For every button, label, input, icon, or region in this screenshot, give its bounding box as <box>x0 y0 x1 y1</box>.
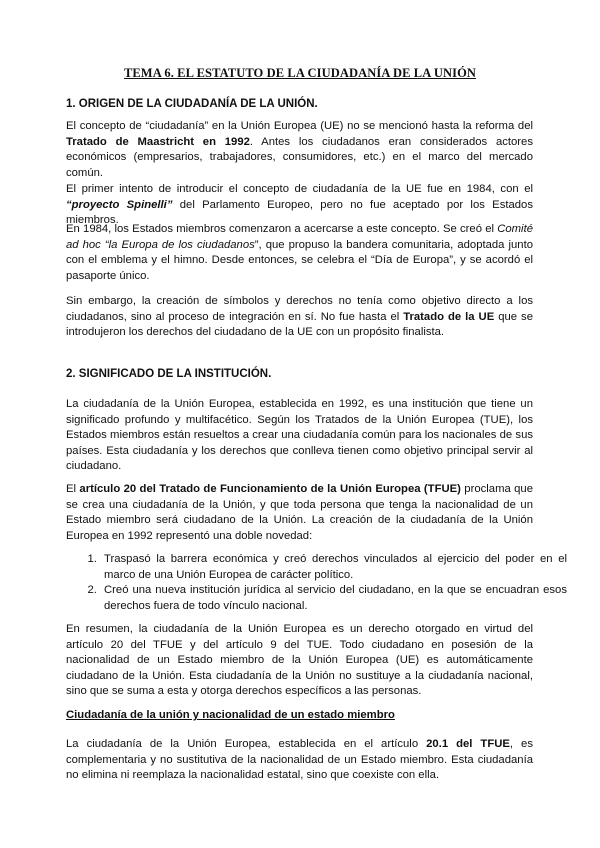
text: proclama que se crea una ciudadanía de la Unión, y que toda persona que tenga la nacionalidad de un Estado miembro será ciudadano de la Unión. La creación de la ciudadanía de la Unión Europea en 1992 representó una doble novedad: <box>66 483 533 542</box>
italic-text: Comité ad hoc “la Europa de los ciudadanos <box>66 223 533 251</box>
text: ”, que propuso la bandera comunitaria, adoptada junto con el emblema y el himno. Desde entonces, se celebra el “Día de Europa”, y se acordó el pasaporte único. <box>66 238 533 282</box>
bold-text: artículo 20 del Tratado de Funcionamiento de la Unión Europea (TFUE) <box>79 483 461 495</box>
paragraph <box>66 222 533 284</box>
bold-text: Tratado de Maastricht en 1992 <box>66 135 250 148</box>
paragraph <box>66 294 533 341</box>
bold-text: 20.1 del TFUE <box>426 738 510 750</box>
paragraph <box>66 482 533 544</box>
text: El <box>66 483 80 495</box>
text: El concepto de “ciudadanía” en la Unión Europea (UE) no se mencionó hasta la reforma del <box>66 120 533 132</box>
text: Sin embargo, la creación de símbolos y derechos no tenía como objetivo directo a los ciudadanos, sino al proceso de integración en sí. No fue hasta el <box>66 295 533 323</box>
list-item: 1. Traspasó la barrera económica y creó derechos vinculados al ejercicio del poder en el marco de una Unión Europea de carácter político. <box>100 552 567 583</box>
text: La ciudadanía de la Unión Europea, establecida en el artículo <box>66 738 427 750</box>
text: del Parlamento Europeo, pero no fue aceptado por los Estados miembros. <box>66 198 533 226</box>
paragraph <box>66 737 533 784</box>
bold-text: Tratado de la UE <box>403 310 495 323</box>
section-1-heading: 1. ORIGEN DE LA CIUDADANÍA DE LA UNIÓN. <box>66 98 318 110</box>
text: El primer intento de introducir el concepto de ciudadanía de la UE fue en 1984, con el <box>66 183 533 195</box>
text: . Antes los ciudadanos eran considerados actores económicos (empresarios, trabajadores, consumidores, etc.) en el marco del mercado común. <box>66 135 533 179</box>
document-title: TEMA 6. EL ESTATUTO DE LA CIUDADANÍA DE LA UNIÓN <box>123 66 477 80</box>
text: , es complementaria y no sustitutiva de la nacionalidad de un Estado miembro. Esta ciudadanía no elimina ni reemplaza la nacionalidad estatal, sino que coexiste con ella. <box>66 738 533 781</box>
paragraph: La ciudadanía de la Unión Europea, establecida en 1992, es una institución que tiene un significado profundo y multifacético. Según los Tratados de la Unión Europea (TUE), los Estados miembros están resueltos a crear una ciudadanía común para los nacionales de sus países. Esta ciudadanía y los derechos que conlleva tienen como objetivo principal servir al ciudadano. <box>66 398 533 472</box>
list-item: 2. Creó una nueva institución jurídica al servicio del ciudadano, en la que se encuadran esos derechos fuera de todo vínculo nacional. <box>100 583 567 614</box>
subheading: Ciudadanía de la unión y nacionalidad de un estado miembro <box>66 709 395 721</box>
bold-italic-text: “proyecto Spinelli” <box>66 198 173 211</box>
text: que se introdujeron los derechos del ciudadano de la UE con un propósito finalista. <box>66 310 533 338</box>
numbered-list <box>66 552 567 614</box>
paragraph <box>66 119 533 181</box>
paragraph: En resumen, la ciudadanía de la Unión Europea es un derecho otorgado en virtud del artículo 20 del TFUE y del artículo 9 del TUE. Todo ciudadano en posesión de la nacionalidad de un Estado miembro de la Unión Europea (UE) es automáticamente ciudadano de la Unión. Esta ciudadanía de la Unión no sustituye a la ciudadanía nacional, sino que se suma a esta y otorga derechos específicos a las personas. <box>66 623 533 697</box>
text: En 1984, los Estados miembros comenzaron a acercarse a este concepto. Se creó el <box>66 223 498 235</box>
section-2-heading: 2. SIGNIFICADO DE LA INSTITUCIÓN. <box>66 368 272 380</box>
